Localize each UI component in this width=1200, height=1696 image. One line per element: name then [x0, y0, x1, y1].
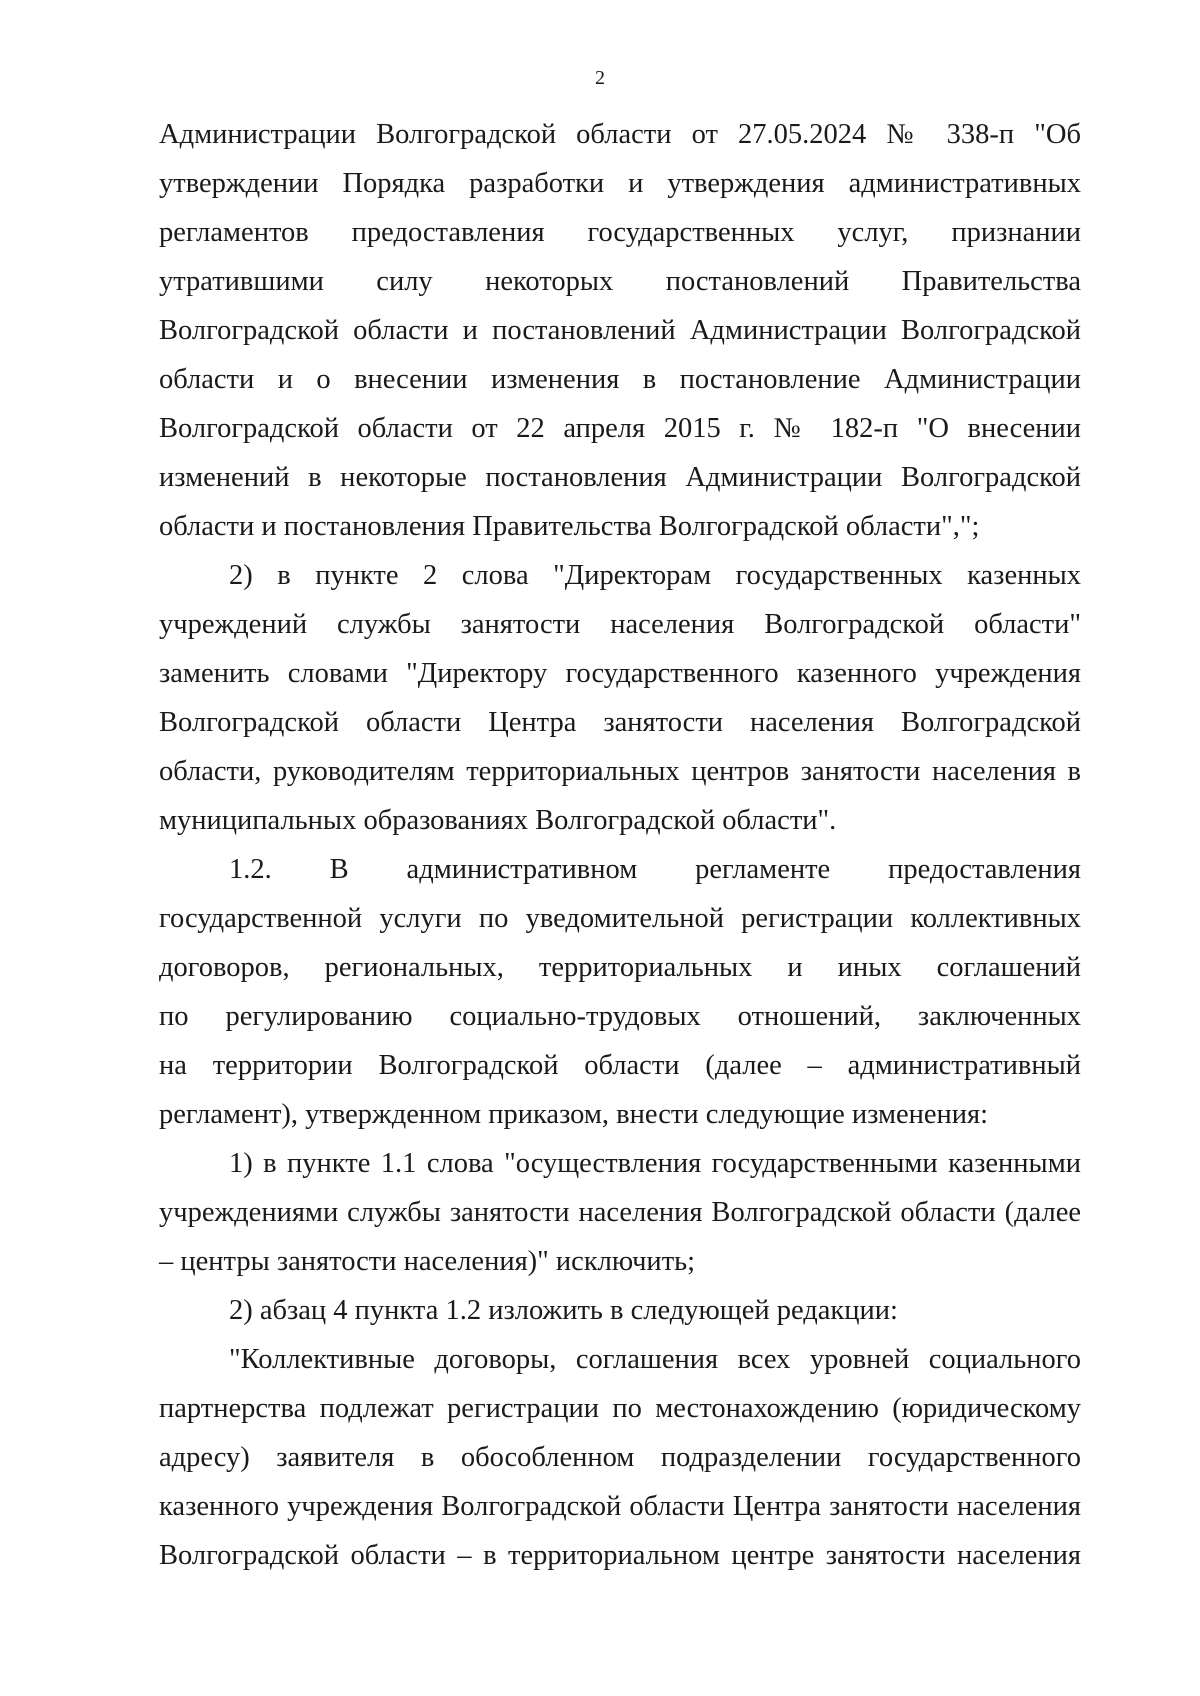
text-line: государственной услуги по уведомительной регистрации коллективных — [159, 903, 1081, 934]
text-line: Волгоградской области и постановлений Администрации Волгоградской — [159, 315, 1081, 346]
text-line: Волгоградской области – в территориальном центре занятости населения — [159, 1540, 1081, 1571]
page-number: 2 — [595, 67, 605, 89]
text-line: партнерства подлежат регистрации по местонахождению (юридическому — [159, 1393, 1081, 1424]
paragraph-continuation — [159, 110, 1081, 551]
text-line: Волгоградской области Центра занятости населения Волгоградской — [159, 707, 1081, 738]
text-line: 1) в пункте 1.1 слова "осуществления государственными казенными — [229, 1148, 1081, 1179]
paragraph-item-2 — [159, 551, 1081, 845]
text-line: Администрации Волгоградской области от 27.05.2024 № 338-п "Об — [159, 119, 1081, 150]
text-line: 2) в пункте 2 слова "Директорам государственных казенных — [229, 560, 1081, 591]
paragraph-item-1 — [159, 1139, 1081, 1286]
text-line: Волгоградской области от 22 апреля 2015 г. № 182-п "О внесении — [159, 413, 1081, 444]
text-line: области, руководителям территориальных центров занятости населения в — [159, 756, 1081, 787]
text-line: заменить словами "Директору государственного казенного учреждения — [159, 658, 1081, 689]
text-line: утратившими силу некоторых постановлений Правительства — [159, 266, 1081, 297]
text-line: области и о внесении изменения в постановление Администрации — [159, 364, 1081, 395]
text-line: учреждений службы занятости населения Волгоградской области" — [159, 609, 1081, 640]
text-line: по регулированию социально-трудовых отношений, заключенных — [159, 1001, 1081, 1032]
text-line: регламент), утвержденном приказом, внести следующие изменения: — [159, 1099, 989, 1130]
paragraph-item-2-abzac — [159, 1286, 1081, 1335]
text-line: на территории Волгоградской области (далее – административный — [159, 1050, 1081, 1081]
text-line: утверждении Порядка разработки и утверждения административных — [159, 168, 1081, 199]
text-line: муниципальных образованиях Волгоградской области". — [159, 805, 837, 836]
text-line: договоров, региональных, территориальных и иных соглашений — [159, 952, 1081, 983]
text-line: учреждениями службы занятости населения Волгоградской области (далее — [159, 1197, 1081, 1228]
paragraph-quote — [159, 1335, 1081, 1580]
paragraph-section-1-2 — [159, 845, 1081, 1139]
text-line: 1.2. В административном регламенте предоставления — [229, 854, 1081, 885]
text-line: области и постановления Правительства Волгоградской области","; — [159, 511, 980, 542]
text-line: адресу) заявителя в обособленном подразделении государственного — [159, 1442, 1081, 1473]
text-line: регламентов предоставления государственных услуг, признании — [159, 217, 1081, 248]
document-body — [159, 110, 1081, 1580]
text-line: казенного учреждения Волгоградской области Центра занятости населения — [159, 1491, 1081, 1522]
text-line: изменений в некоторые постановления Администрации Волгоградской — [159, 462, 1081, 493]
text-line: – центры занятости населения)" исключить; — [159, 1246, 696, 1277]
text-line: 2) абзац 4 пункта 1.2 изложить в следующей редакции: — [229, 1295, 898, 1326]
text-line: "Коллективные договоры, соглашения всех уровней социального — [229, 1344, 1081, 1375]
